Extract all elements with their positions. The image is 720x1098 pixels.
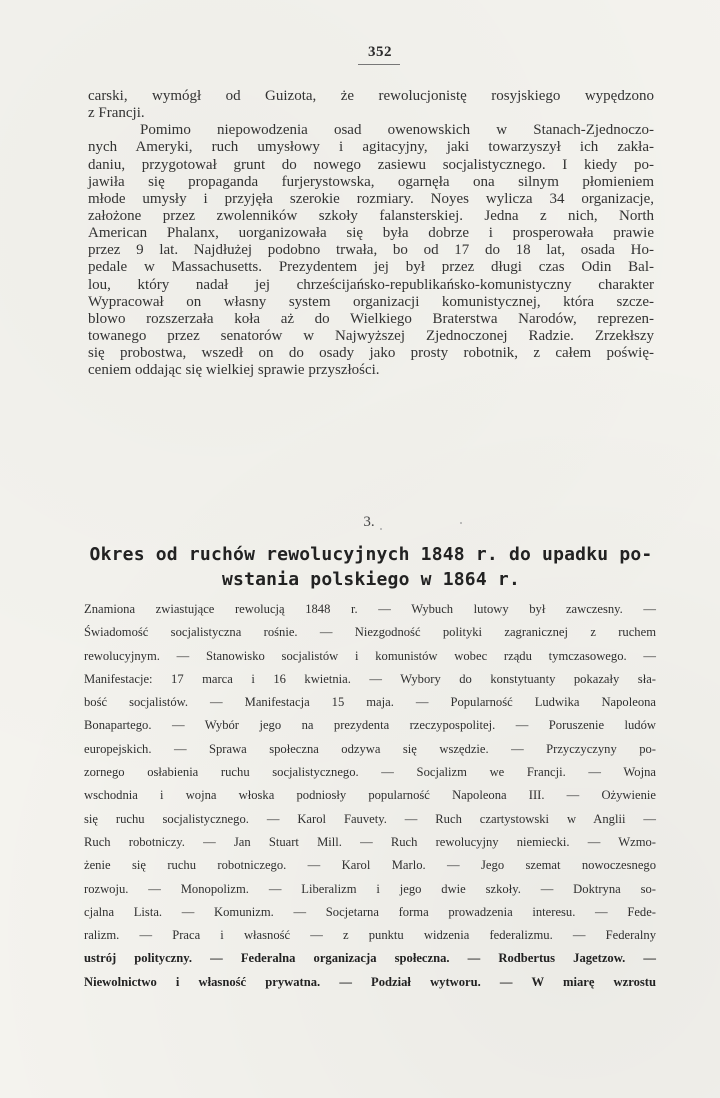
paper-speck [460, 522, 462, 524]
summary-line: rozwoju. — Monopolizm. — Liberalizm i jego dwie szkoły. — Doktryna so- [84, 881, 656, 896]
page-number: 352 [368, 44, 392, 60]
summary-line: wschodnia i wojna włoska podniosły popularność Napoleona III. — Ożywienie [84, 788, 656, 803]
body-line: Pomimo niepowodzenia osad owenowskich w Stanach-Zjednoczo- [140, 122, 654, 139]
summary-line: Manifestacje: 17 marca i 16 kwietnia. — Wybory do konstytuanty pokazały sła- [84, 671, 656, 686]
summary-line: ralizm. — Praca i własność — z punktu widzenia federalizmu. — Federalny [84, 928, 656, 943]
body-line: jawiła się propaganda furjerystowska, ogarnęła ona silnym płomieniem [88, 173, 654, 190]
summary-line: europejskich. — Sprawa społeczna odzywa się wszędzie. — Przyczyczyny po- [84, 741, 656, 756]
chapter-title-line: Okres od ruchów rewolucyjnych 1848 r. do upadku po- [89, 544, 653, 565]
summary-line: żenie się ruchu robotniczego. — Karol Marlo. — Jego szemat nowoczesnego [84, 858, 656, 873]
page-number-underline [358, 64, 400, 65]
summary-line: bość socjalistów. — Manifestacja 15 maja. — Popularność Ludwika Napoleona [84, 695, 656, 710]
chapter-title [88, 542, 654, 592]
summary-line: zornego osłabienia ruchu socjalistycznego. — Socjalizm we Francji. — Wojna [84, 765, 656, 780]
body-line: nych Ameryki, ruch umysłowy i agitacyjny, jaki towarzyszył ich zakła- [88, 139, 654, 156]
section-number: 3. [363, 514, 375, 530]
body-line: przez 9 lat. Najdłużej podobno trwała, bo od 17 do 18 lat, osada Ho- [88, 242, 654, 259]
summary-line: Ruch robotniczy. — Jan Stuart Mill. — Ruch rewolucyjny niemiecki. — Wzmo- [84, 834, 656, 849]
body-line: towanego przez senatorów w Najwyższej Zjednoczonej Radzie. Zrzekłszy [88, 327, 654, 344]
body-line: młode umysły i przyjęła szerokie rozmiary. Noyes wylicza 34 organizacje, [88, 190, 654, 207]
body-line: lou, który nadał jej chrześcijańsko-republikańsko-komunistyczny charakter [88, 276, 654, 293]
body-line: założone przez zwolenników szkoły falansterskiej. Jedna z nich, North [88, 207, 654, 224]
body-line: się probostwa, wszedł on do osady jako prosty robotnik, z całem poświę- [88, 345, 654, 362]
summary-line: Znamiona zwiastujące rewolucją 1848 r. — Wybuch lutowy był zawczesny. — [84, 602, 656, 616]
body-line: Wypracował on własny system organizacji komunistycznej, która szcze- [88, 293, 654, 310]
summary-line: Niewolnictwo i własność prywatna. — Podział wytworu. — W miarę wzrostu [84, 974, 656, 989]
body-line: American Phalanx, uorganizowała się była dobrze i prosperowała prawie [88, 225, 654, 242]
summary-line: ustrój polityczny. — Federalna organizacja społeczna. — Rodbertus Jagetzow. — [84, 951, 656, 966]
body-line: blowo rozszerzała koła aż do Wielkiego Braterstwa Narodów, reprezen- [88, 310, 654, 327]
summary-line: Bonapartego. — Wybór jego na prezydenta rzeczypospolitej. — Poruszenie ludów [84, 718, 656, 733]
summary-line: rewolucyjnym. — Stanowisko socjalistów i komunistów wobec rządu tymczasowego. — [84, 648, 656, 663]
summary-line: cjalna Lista. — Komunizm. — Socjetarna forma prowadzenia interesu. — Fede- [84, 904, 656, 919]
body-line: ceniem oddając się wielkiej sprawie przyszłości. [88, 362, 380, 379]
paper-speck [380, 528, 382, 530]
summary-line: się ruchu socjalistycznego. — Karol Fauvety. — Ruch czartystowski w Anglii — [84, 811, 656, 826]
chapter-summary [84, 598, 656, 994]
summary-line: Świadomość socjalistyczna rośnie. — Niezgodność polityki zagranicznej z ruchem [84, 625, 656, 640]
chapter-title-line: wstania polskiego w 1864 r. [222, 569, 520, 590]
body-line: z Francji. [88, 105, 145, 122]
body-line: daniu, przygotował grunt do nowego zasiewu socjalistycznego. I kiedy po- [88, 156, 654, 173]
body-line: pedale w Massachusetts. Prezydentem jej był przez długi czas Odin Bal- [88, 259, 654, 276]
body-paragraphs [88, 88, 654, 379]
body-line: carski, wymógł od Guizota, że rewolucjonistę rosyjskiego wypędzono [88, 88, 654, 104]
